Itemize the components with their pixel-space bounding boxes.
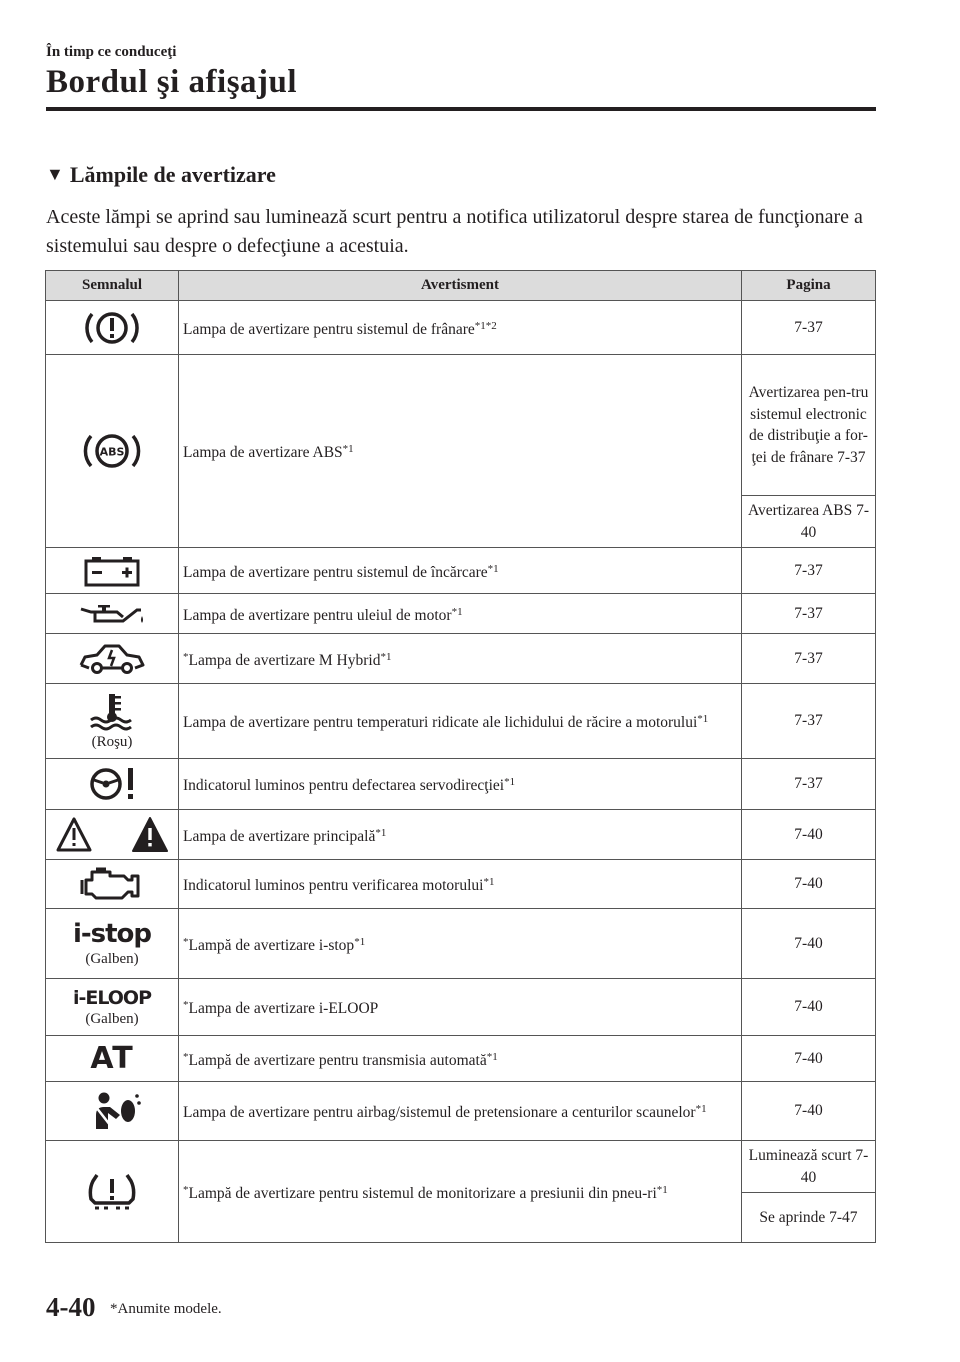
footnote: *Anumite modele. xyxy=(110,1301,222,1317)
page-cell: 7-40 xyxy=(742,909,876,979)
automatic-transmission-icon: AT xyxy=(90,1041,134,1076)
description-cell: *Lampa de avertizare i-ELOOP xyxy=(179,979,742,1036)
page-cell: 7-40 xyxy=(742,860,876,909)
table-row xyxy=(46,355,876,496)
page-cell: 7-37 xyxy=(742,684,876,759)
signal-cell xyxy=(46,301,179,355)
color-note: (Galben) xyxy=(85,1010,139,1027)
table-row xyxy=(46,1036,876,1082)
description-cell: *Lampă de avertizare pentru transmisia automată$^{*1}$ xyxy=(179,1036,742,1082)
header-signal: Semnalul xyxy=(46,271,179,301)
page-cell: 7-37 xyxy=(742,548,876,594)
page-cell: Avertizarea pen-tru sistemul electronic de distribuţie a for-ţei de frânare 7-37 xyxy=(742,355,876,496)
page-cell: 7-40 xyxy=(742,979,876,1036)
page-cell: Luminează scurt 7-40 xyxy=(742,1141,876,1193)
tire-pressure-icon xyxy=(83,1171,141,1213)
header-page: Pagina xyxy=(742,271,876,301)
page-cell: Avertizarea ABS 7-40 xyxy=(742,496,876,548)
page-cell: Se aprinde 7-47 xyxy=(742,1193,876,1243)
warning-lamps-table xyxy=(45,270,876,1243)
page-cell: 7-37 xyxy=(742,634,876,684)
header-warning: Avertisment xyxy=(179,271,742,301)
signal-cell xyxy=(46,860,179,909)
description-cell: Lampa de avertizare pentru sistemul de frânare$^{*1*2}$ xyxy=(179,301,742,355)
description-cell: Indicatorul luminos pentru defectarea servodirecţiei$^{*1}$ xyxy=(179,759,742,810)
table-row xyxy=(46,301,876,355)
signal-cell xyxy=(46,759,179,810)
description-cell: Lampa de avertizare pentru airbag/sistemul de pretensionare a centurilor scaunelor$^{*1}$ xyxy=(179,1082,742,1141)
description-cell: Lampa de avertizare ABS$^{*1}$ xyxy=(179,355,742,548)
airbag-icon xyxy=(82,1091,142,1131)
description-cell: Lampa de avertizare principală$^{*1}$ xyxy=(179,810,742,860)
coolant-temperature-icon xyxy=(85,692,139,732)
section-heading-text: Lămpile de avertizare xyxy=(69,162,276,187)
page-cell: 7-37 xyxy=(742,594,876,634)
battery-icon xyxy=(82,554,142,588)
signal-cell xyxy=(46,548,179,594)
oil-can-icon xyxy=(77,601,147,627)
description-cell: Lampa de avertizare pentru uleiul de motor$^{*1}$ xyxy=(179,594,742,634)
signal-cell xyxy=(46,594,179,634)
signal-cell xyxy=(46,979,179,1036)
signal-cell xyxy=(46,1141,179,1243)
table-row xyxy=(46,909,876,979)
page-cell: 7-40 xyxy=(742,1036,876,1082)
signal-cell xyxy=(46,684,179,759)
section-heading xyxy=(46,162,276,188)
table-row xyxy=(46,634,876,684)
signal-cell xyxy=(46,1082,179,1141)
signal-cell xyxy=(46,1036,179,1082)
brake-warning-icon xyxy=(83,308,141,348)
description-cell: *Lampa de avertizare M Hybrid$^{*1}$ xyxy=(179,634,742,684)
page-cell: 7-40 xyxy=(742,1082,876,1141)
description-cell: Indicatorul luminos pentru verificarea motorului$^{*1}$ xyxy=(179,860,742,909)
abs-warning-icon xyxy=(81,429,143,473)
description-cell: Lampa de avertizare pentru temperaturi ridicate ale lichidului de răcire a motorului$^{*1}$ xyxy=(179,684,742,759)
page-cell: 7-37 xyxy=(742,301,876,355)
signal-cell xyxy=(46,909,179,979)
table-row xyxy=(46,759,876,810)
page-cell: 7-40 xyxy=(742,810,876,860)
table-row xyxy=(46,979,876,1036)
m-hybrid-car-icon xyxy=(75,641,149,677)
i-stop-icon: i-stop xyxy=(72,919,152,949)
signal-cell xyxy=(46,355,179,548)
color-note: (Galben) xyxy=(85,951,139,967)
table-row xyxy=(46,548,876,594)
table-row xyxy=(46,860,876,909)
signal-cell xyxy=(46,810,179,860)
title-rule xyxy=(46,107,876,111)
table-row xyxy=(46,594,876,634)
running-head: În timp ce conduceţi xyxy=(46,44,177,60)
page-title: Bordul şi afişajul xyxy=(46,64,298,100)
intro-paragraph: Aceste lămpi se aprind sau luminează scurt pentru a notifica utilizatorul despre starea de funcţionare a sistemului sau despre o defecţiune a acestuia. xyxy=(46,206,863,257)
power-steering-icon xyxy=(84,764,140,804)
triangle-bullet-icon: ▼ xyxy=(46,164,64,184)
check-engine-icon xyxy=(80,866,144,902)
page-number: 4-40 xyxy=(46,1292,96,1322)
description-cell: *Lampă de avertizare i-stop$^{*1}$ xyxy=(179,909,742,979)
color-note: (Roşu) xyxy=(91,733,133,750)
table-row xyxy=(46,684,876,759)
i-eloop-icon: i-ELOOP xyxy=(72,986,152,1009)
signal-cell xyxy=(46,634,179,684)
description-cell: Lampa de avertizare pentru sistemul de încărcare$^{*1}$ xyxy=(179,548,742,594)
page-cell: 7-37 xyxy=(742,759,876,810)
description-cell: *Lampă de avertizare pentru sistemul de monitorizare a presiunii din pneu-$ri^{*1}$ xyxy=(179,1141,742,1243)
table-row xyxy=(46,1141,876,1193)
table-header-row xyxy=(46,271,876,301)
table-row xyxy=(46,810,876,860)
table-row xyxy=(46,1082,876,1141)
svg-text:ABS: ABS xyxy=(99,445,125,459)
master-warning-icon xyxy=(56,816,168,854)
